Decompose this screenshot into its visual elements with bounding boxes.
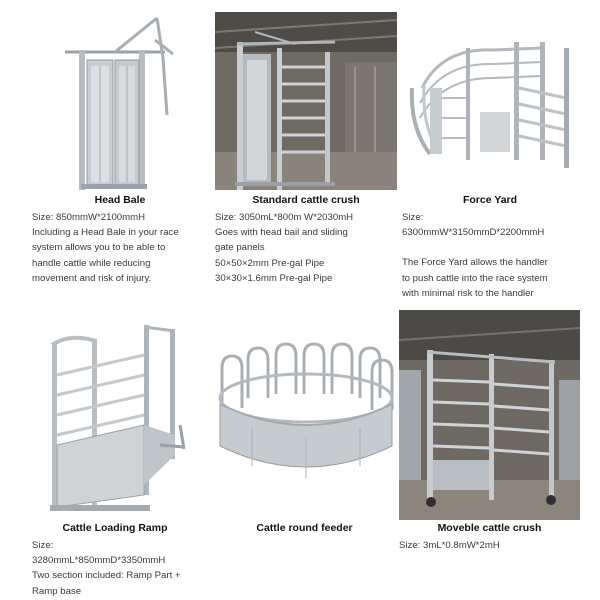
product-title: Cattle round feeder: [256, 522, 353, 534]
description-line: The Force Yard allows the handler: [402, 257, 548, 269]
product-title: Cattle Loading Ramp: [62, 522, 168, 534]
description-line: with minimal risk to the handler: [402, 287, 534, 299]
product-description: [32, 538, 181, 599]
product-title: Standard cattle crush: [252, 194, 360, 206]
description-line: to push cattle into the race system: [402, 272, 548, 284]
description-line: 50×50×2mm Pre-gal Pipe: [215, 257, 325, 269]
description-line: 3280mmL*850mmD*3350mmH: [32, 555, 166, 567]
product-title: Moveble cattle crush: [437, 522, 542, 534]
product-title: Force Yard: [462, 194, 518, 206]
product-description: [32, 210, 179, 286]
description-line: Size:: [402, 212, 424, 223]
description-line: Including a Head Bale in your race: [32, 227, 179, 239]
cattle-loading-ramp-image: [40, 315, 190, 520]
description-line: Goes with head bail and sliding: [215, 227, 348, 239]
description-line: movement and risk of injury.: [32, 272, 152, 284]
description-line: [402, 240, 548, 255]
product-title: Head Bale: [94, 194, 146, 206]
description-line: 6300mmW*3150mmD*2200mmH: [402, 227, 545, 239]
description-line: 30×30×1.6mm Pre-gal Pipe: [215, 272, 333, 284]
description-line: handle cattle while reducing: [32, 257, 151, 269]
head-bale-image: [55, 10, 185, 190]
cattle-round-feeder-image: [212, 338, 397, 488]
standard-cattle-crush-image: [215, 12, 397, 190]
product-description: [399, 538, 500, 553]
product-description: [215, 210, 353, 286]
description-line: Two section included: Ramp Part +: [32, 570, 181, 582]
description-line: Ramp base: [32, 585, 82, 597]
description-line: Size:: [32, 540, 54, 551]
description-line: gate panels: [215, 242, 265, 254]
description-line: Size: 850mmW*2100mmH: [32, 212, 146, 223]
description-line: Size: 3050mL*800m W*2030mH: [215, 212, 354, 223]
description-line: system allows you to be able to: [32, 242, 166, 254]
product-description: [402, 210, 548, 301]
moveble-cattle-crush-image: [399, 310, 580, 520]
force-yard-image: [402, 28, 578, 188]
description-line: Size: 3mL*0.8mW*2mH: [399, 540, 500, 551]
